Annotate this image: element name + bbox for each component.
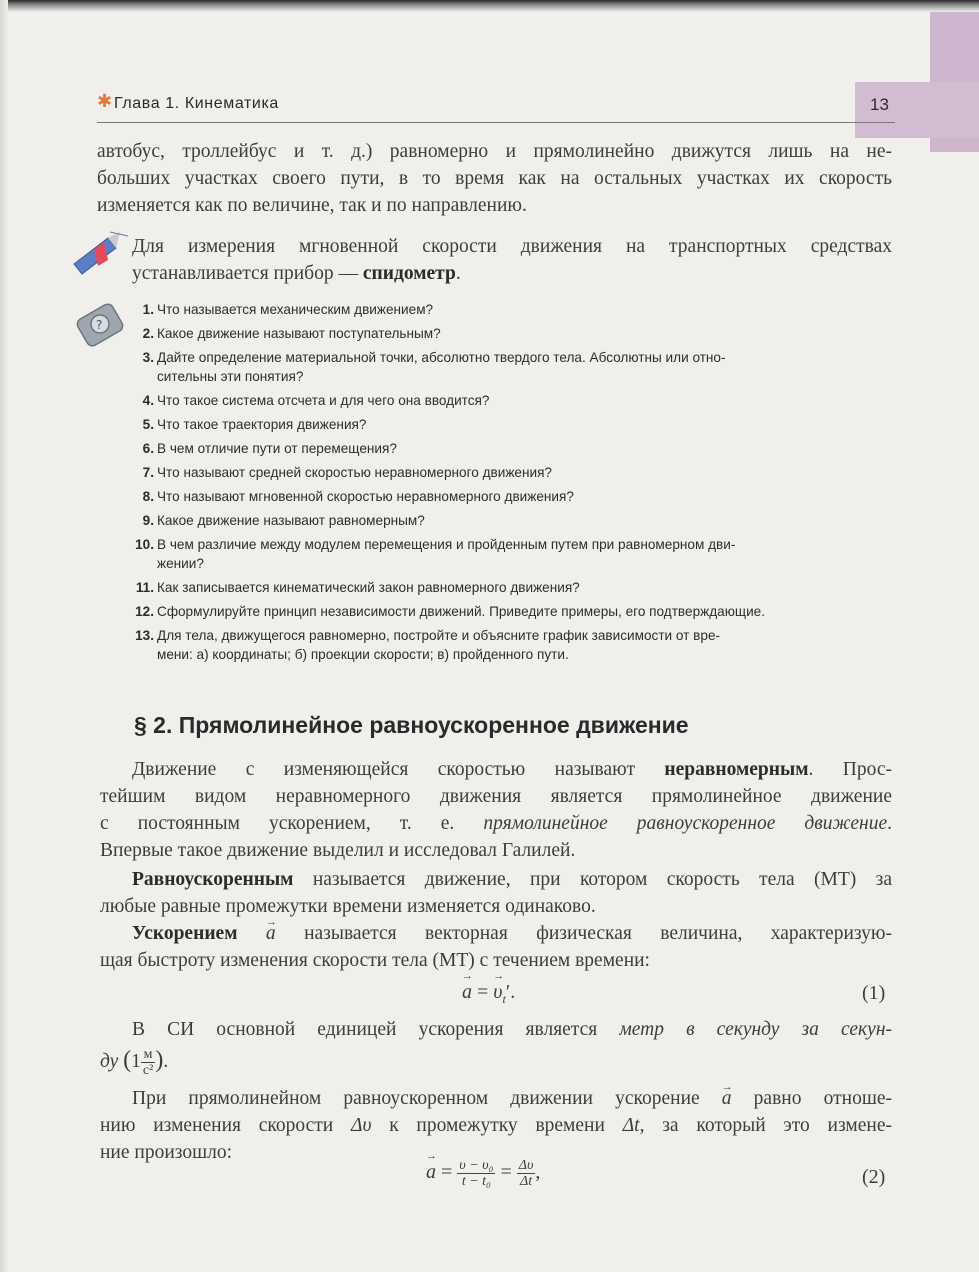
equation-1-number: (1)	[862, 982, 886, 1004]
text-line: автобус, троллейбус и т. д.) равномерно и прямолинейно движутся лишь на не-	[97, 141, 892, 162]
term-italic: метр в секунду за секун-	[619, 1019, 893, 1040]
text-run: к промежутку времени	[371, 1115, 623, 1136]
velocity-change-symbol: Δυ	[351, 1115, 372, 1136]
question-text: жении?	[157, 556, 204, 571]
unit-fraction	[141, 1047, 155, 1078]
question-number: 5.	[142, 417, 154, 432]
eq2-fraction-2	[517, 1158, 536, 1189]
running-header	[97, 93, 897, 119]
question-text: Сформулируйте принцип независимости движений. Приведите примеры, его подтверждающие.	[157, 604, 766, 619]
question-number: 13.	[135, 628, 154, 643]
text-line	[100, 866, 892, 893]
term-italic: прямолинейное равноускоренное движение	[483, 813, 888, 834]
note-line	[132, 260, 892, 287]
question-item	[132, 626, 892, 664]
eq1-equals: =	[472, 981, 494, 1003]
question-text: Что такое система отсчета и для чего она вводится?	[157, 393, 490, 408]
paragraph-si-unit	[100, 1016, 892, 1078]
text-run: При прямолинейном равноускоренном движении ускорение	[132, 1088, 722, 1109]
question-number: 4.	[142, 393, 154, 408]
text-line	[100, 1112, 892, 1139]
question-number: 10.	[135, 537, 154, 552]
term-bold: Ускорением	[132, 923, 238, 944]
question-text: Что такое траектория движения?	[157, 417, 367, 432]
question-number: 9.	[142, 513, 154, 528]
page-number: 13	[870, 95, 889, 114]
text-line: щая быстроту изменения скорости тела (МТ) с течением времени:	[100, 950, 650, 971]
question-text: Что называют средней скоростью неравномерного движения?	[157, 465, 552, 480]
text-line	[100, 920, 892, 947]
question-number: 1.	[142, 302, 154, 317]
question-item	[132, 578, 892, 597]
question-number: 2.	[142, 326, 154, 341]
text-line: ние произошло:	[100, 1142, 233, 1163]
eq2-denominator-2: Δt	[520, 1174, 533, 1189]
review-questions	[132, 300, 892, 669]
acceleration-symbol: → a	[722, 1085, 732, 1112]
paragraph-definition	[100, 756, 892, 864]
question-text: мени: а) координаты; б) проекции скорости; в) пройденного пути.	[157, 647, 569, 662]
text-line: тейшим видом неравномерного движения является прямолинейное движение	[100, 786, 892, 807]
note-line: Для измерения мгновенной скорости движения на транспортных средствах	[132, 236, 892, 257]
question-text: сительны эти понятия?	[157, 369, 304, 384]
note-text: устанавливается прибор —	[132, 263, 363, 284]
equation-2: → a = $\frac{\text{υ − υ₀}}{\text{t − t₀}}$ = $\frac{\Delta\upsilon}{\Delta t}$ ,	[426, 1158, 540, 1189]
note-period: .	[455, 263, 461, 284]
question-item	[132, 300, 892, 319]
question-number: 8.	[142, 489, 154, 504]
question-text: Дайте определение материальной точки, абсолютно твердого тела. Абсолютны или отно-	[157, 350, 726, 365]
question-item	[132, 487, 892, 506]
eq1-lhs: → a	[462, 981, 472, 1004]
question-number: 6.	[142, 441, 154, 456]
text-run: нию изменения скорости	[100, 1115, 352, 1136]
unit-denominator: с²	[142, 1063, 154, 1079]
text-line	[100, 756, 892, 783]
text-run: , за который это измене-	[639, 1115, 892, 1136]
term-italic: ду	[100, 1051, 119, 1072]
question-item	[132, 324, 892, 343]
questions-icon	[72, 298, 132, 350]
text-run: . Прос-	[808, 759, 892, 780]
question-text: Что называется механическим движением?	[157, 302, 434, 317]
text-line: ду (1 $\frac{м}{\text{с²}}$ ).	[100, 1047, 169, 1079]
question-item	[132, 535, 892, 573]
question-text: Для тела, движущегося равномерно, постройте и объясните график зависимости от вре-	[157, 628, 721, 643]
text-line: любые равные промежутки времени изменяется одинаково.	[100, 896, 596, 917]
header-rule	[97, 122, 895, 123]
note-paragraph	[132, 233, 892, 287]
term-bold: неравномерным	[664, 759, 809, 780]
equation-2-number: (2)	[862, 1166, 886, 1188]
equation-1	[462, 981, 515, 1007]
eq1-subscript: t	[502, 992, 506, 1006]
text-run: В СИ основной единицей ускорения является	[132, 1019, 620, 1040]
unit-numerator: м	[141, 1047, 155, 1063]
text-run: .	[163, 1051, 169, 1072]
star-icon: ✱	[97, 91, 113, 112]
paragraph-acceleration	[100, 920, 892, 974]
eq2-numerator-2: Δυ	[518, 1158, 534, 1173]
text-line	[100, 1016, 892, 1043]
text-line: изменяется как по величине, так и по направлению.	[97, 195, 527, 216]
page-top-shadow	[0, 0, 979, 12]
pen-note-icon	[70, 230, 132, 286]
question-item	[132, 348, 892, 386]
question-item	[132, 391, 892, 410]
chapter-title: Глава 1. Кинематика	[114, 95, 279, 112]
question-text: В чем отличие пути от перемещения?	[157, 441, 397, 456]
question-text: Как записывается кинематический закон равномерного движения?	[157, 580, 580, 595]
question-item	[132, 415, 892, 434]
eq2-fraction-1	[457, 1158, 495, 1189]
question-number: 3.	[142, 350, 154, 365]
svg-text:?: ?	[96, 318, 103, 332]
text-line	[100, 1085, 892, 1112]
eq2-lhs: → a	[426, 1161, 436, 1184]
text-run: называется векторная физическая величина, характеризую-	[275, 923, 892, 944]
time-interval-symbol: Δt	[622, 1115, 640, 1136]
unit-prefix: 1	[131, 1051, 141, 1072]
text-run: Движение с изменяющейся скоростью называют	[132, 759, 665, 780]
text-line: Впервые такое движение выделил и исследовал Галилей.	[100, 840, 576, 861]
section-title: § 2. Прямолинейное равноускоренное движение	[134, 712, 689, 738]
question-number: 12.	[135, 604, 154, 619]
text-run: .	[887, 813, 893, 834]
text-run: равно отноше-	[731, 1088, 892, 1109]
eq2-denominator-1: t − t₀	[461, 1174, 491, 1189]
question-text: В чем различие между модулем перемещения и пройденным путем при равномерном дви-	[157, 537, 736, 552]
eq1-trail: ′.	[505, 981, 516, 1003]
term-bold: Равноускоренным	[132, 869, 294, 890]
paragraph-ratio	[100, 1085, 892, 1166]
question-item	[132, 511, 892, 530]
question-item	[132, 602, 892, 621]
question-number: 7.	[142, 465, 154, 480]
text-run: с постоянным ускорением, т. е.	[100, 813, 484, 834]
acceleration-symbol: → a	[266, 920, 276, 947]
intro-paragraph	[97, 138, 892, 219]
page-left-edge	[0, 0, 8, 1272]
question-text: Какое движение называют равномерным?	[157, 513, 425, 528]
eq2-trail: ,	[535, 1161, 541, 1184]
text-line	[100, 810, 892, 837]
text-line: больших участках своего пути, в то время как на остальных участках их скорость	[97, 168, 892, 189]
question-text: Что называют мгновенной скоростью неравномерного движения?	[157, 489, 574, 504]
question-number: 11.	[135, 580, 154, 595]
question-item	[132, 463, 892, 482]
text-run: называется движение, при котором скорость тела (МТ) за	[293, 869, 892, 890]
question-text: Какое движение называют поступательным?	[157, 326, 441, 341]
eq2-numerator-1: υ − υ₀	[459, 1158, 494, 1173]
eq1-rhs: → υ	[493, 981, 502, 1004]
question-item	[132, 439, 892, 458]
note-term: спидометр	[362, 263, 456, 284]
paragraph-uniform-acceleration	[100, 866, 892, 920]
